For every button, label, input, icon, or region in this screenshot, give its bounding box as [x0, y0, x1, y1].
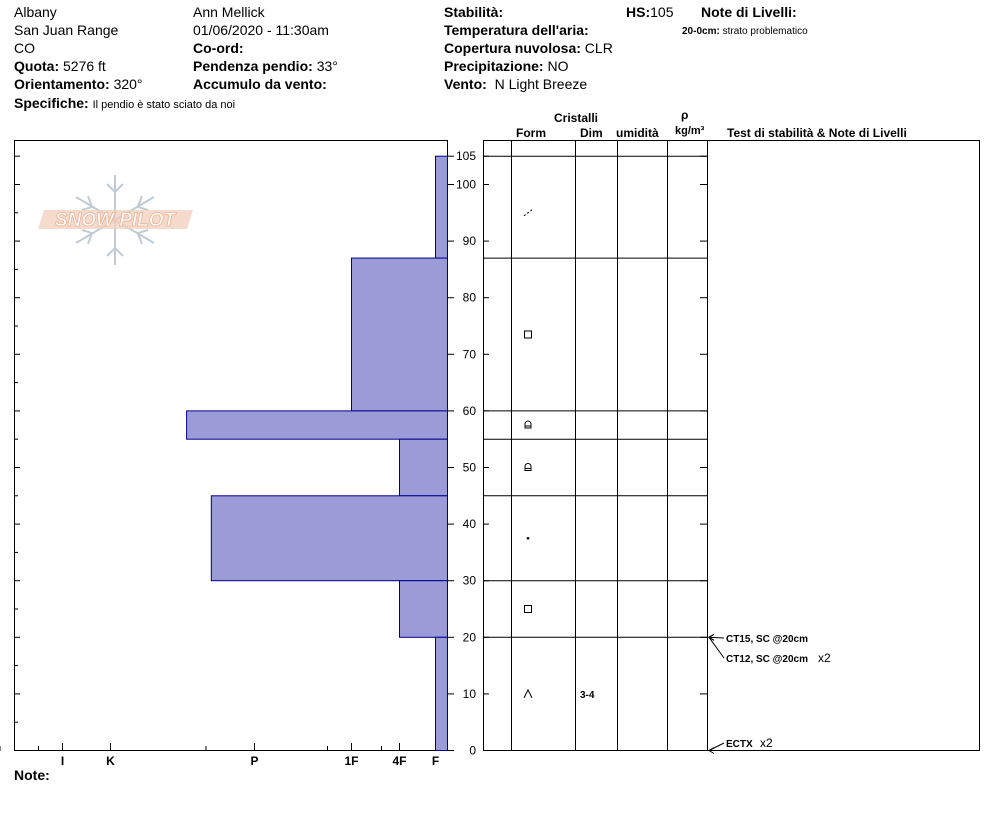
notes-label: Note:: [14, 767, 50, 783]
height-tick-label: 105: [455, 149, 476, 164]
moisture-header: umidità: [616, 126, 659, 140]
hardness-tick-label: P: [250, 754, 259, 768]
stability-test-count: x2: [760, 736, 773, 750]
height-tick-label: 80: [462, 290, 476, 305]
form-header: Form: [516, 126, 546, 140]
slope-value: 33°: [316, 58, 338, 74]
height-tick-label: 60: [462, 403, 476, 418]
height-tick-label: 20: [462, 630, 476, 645]
hs-value: 105: [650, 4, 674, 20]
hardness-bar: [187, 411, 448, 439]
aspect-label: Orientamento:: [14, 76, 110, 92]
location: Albany: [14, 4, 57, 20]
datetime: 01/06/2020 - 11:30am: [193, 22, 329, 38]
height-tick-label: 10: [462, 686, 476, 701]
wind-value: N Light Breeze: [494, 76, 588, 92]
crystals-header: Cristalli: [554, 111, 599, 125]
sky-label: Copertura nuvolosa:: [444, 40, 581, 56]
precip-label: Precipitazione:: [444, 58, 544, 74]
dim-header: Dim: [580, 126, 603, 140]
rho-header: ρ: [681, 108, 689, 122]
rounding-faceted-icon: [525, 464, 531, 471]
hardness-bar: [400, 439, 448, 496]
slope-label: Pendenza pendio:: [193, 58, 313, 74]
wind-label: Vento:: [444, 76, 487, 92]
height-tick-label: 30: [462, 573, 476, 588]
height-tick-label: 70: [462, 347, 476, 362]
sky-value: CLR: [584, 40, 613, 56]
elevation-label: Quota:: [14, 58, 60, 74]
small-grain-icon: [527, 537, 530, 540]
test-arrow: [709, 637, 724, 658]
faceted-crystal-icon: [525, 331, 532, 338]
logo-text: SNOW PILOT: [54, 210, 176, 231]
tests-header: Test di stabilità & Note di Livelli: [727, 126, 907, 140]
layer-notes-title: Note di Livelli:: [701, 4, 797, 20]
wind-loading-label: Accumulo da vento:: [193, 76, 327, 92]
aspect-value: 320°: [113, 76, 143, 92]
elevation-value: 5276 ft: [63, 58, 106, 74]
hardness-frame: [15, 141, 448, 751]
hardness-tick-label: 1F: [344, 754, 359, 768]
test-arrow: [709, 637, 724, 638]
height-tick-label: 0: [469, 743, 476, 758]
density-unit-header: kg/m³: [675, 125, 705, 137]
stability-test-label: CT12, SC @20cm: [726, 654, 809, 665]
hardness-tick-label: F: [431, 754, 440, 768]
air-temp-label: Temperatura dell'aria:: [444, 22, 589, 38]
stability-test-label: CT15, SC @20cm: [726, 634, 809, 645]
height-tick-label: 90: [462, 234, 476, 249]
hs-label: HS:: [626, 4, 651, 20]
state: CO: [14, 40, 35, 56]
specifics-value: Il pendio è stato sciato da noi: [92, 99, 236, 111]
rounding-faceted-icon: [525, 421, 531, 428]
decomposing-particle-icon: [524, 210, 532, 216]
stability-test-count: x2: [818, 651, 831, 665]
hardness-bar: [436, 637, 448, 750]
snowpilot-logo: [38, 175, 193, 265]
layer-note-text: strato problematico: [722, 26, 808, 37]
stability-test-label: ECTX: [726, 739, 753, 750]
height-tick-label: 100: [455, 177, 476, 192]
depth-hoar-icon: [524, 690, 532, 698]
hardness-bar: [352, 258, 448, 411]
stability-label: Stabilità:: [444, 4, 504, 20]
specifics-label: Specifiche:: [14, 95, 89, 111]
hardness-tick-label: K: [106, 754, 115, 768]
grain-size-label: 3-4: [580, 689, 595, 701]
precip-value: NO: [547, 58, 569, 74]
hardness-bar: [436, 156, 448, 258]
coords-label: Co-ord:: [193, 40, 244, 56]
hardness-bar: [400, 581, 448, 638]
observer: Ann Mellick: [193, 4, 265, 20]
faceted-crystal-icon: [525, 606, 532, 613]
layer-note-range: 20-0cm:: [682, 26, 720, 37]
hardness-bar: [211, 496, 447, 581]
height-tick-label: 50: [462, 460, 476, 475]
height-tick-label: 40: [462, 517, 476, 532]
hardness-tick-label: 4F: [392, 754, 407, 768]
hardness-tick-label: I: [60, 754, 65, 768]
range: San Juan Range: [14, 22, 119, 38]
